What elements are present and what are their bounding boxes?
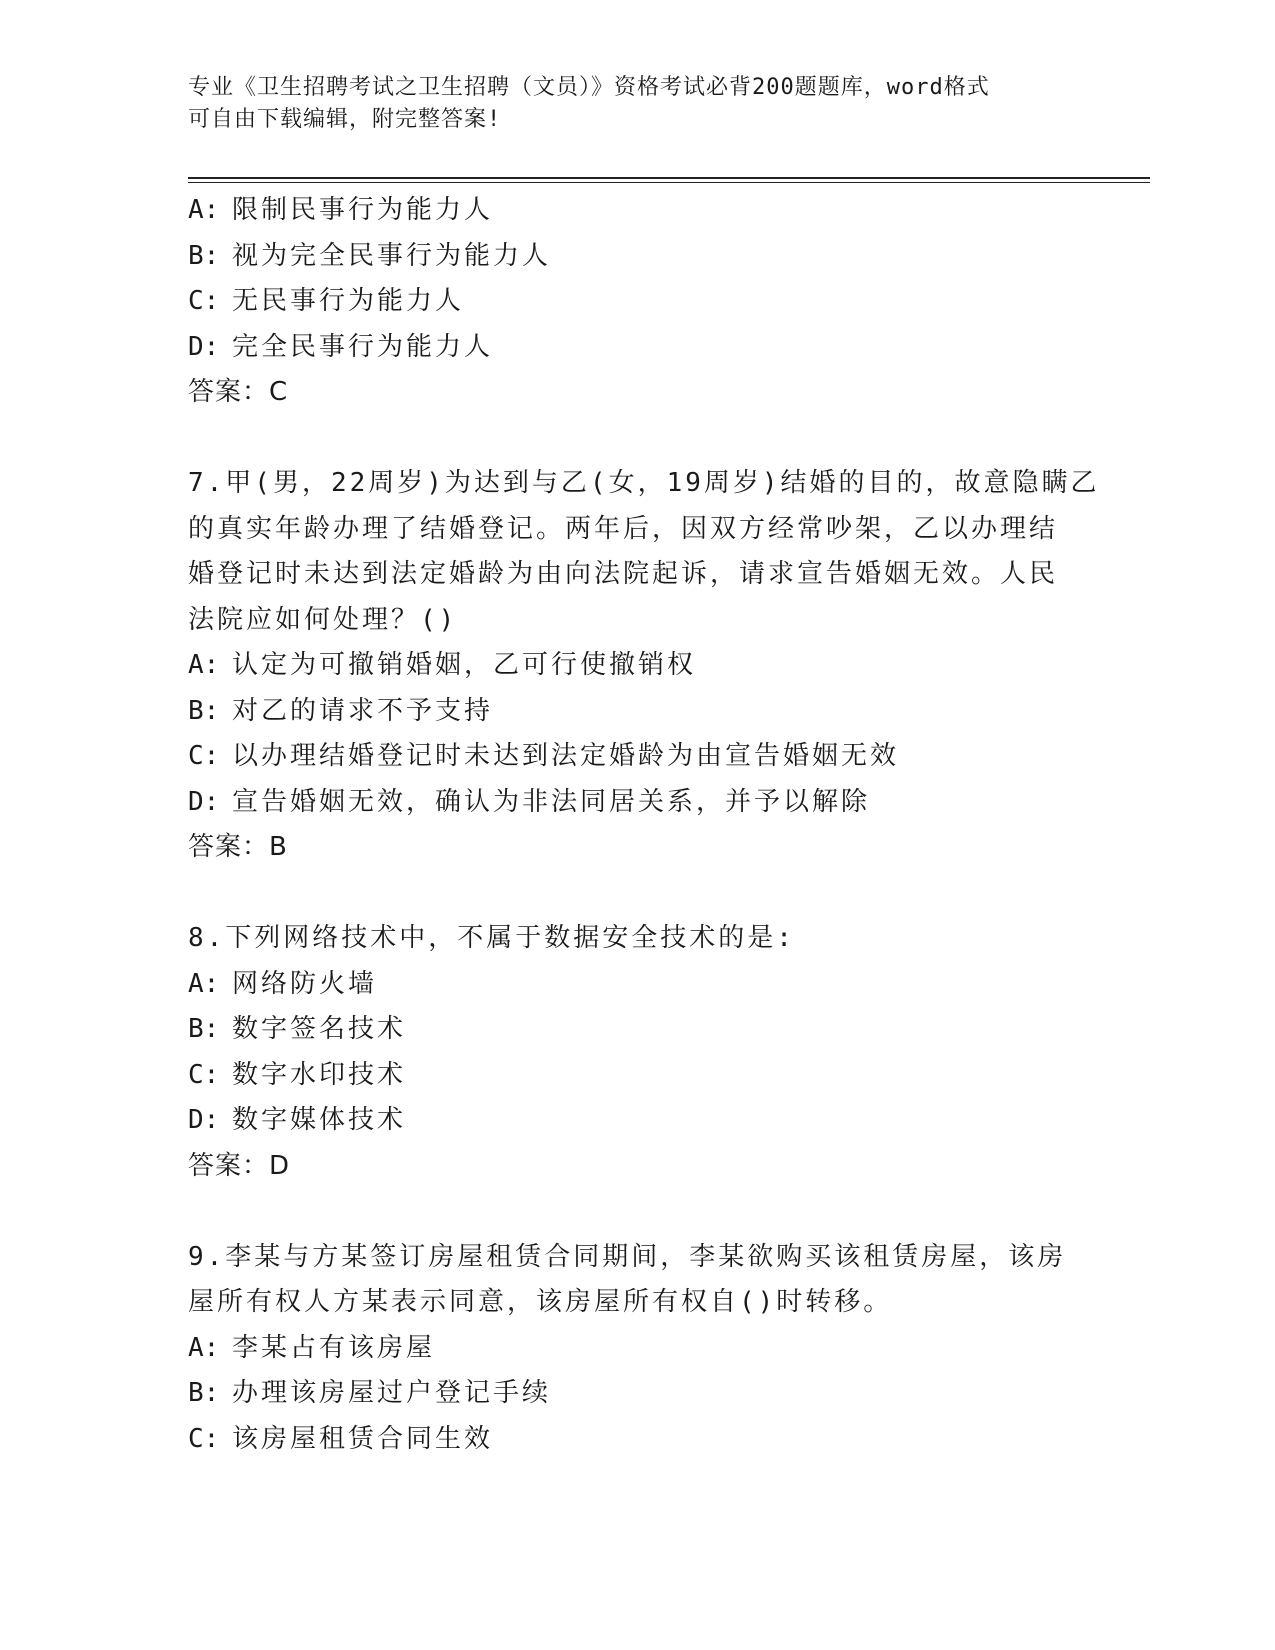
question-stem-line: 屋所有权人方某表示同意，该房屋所有权自()时转移。 — [188, 1287, 893, 1317]
question-stem-line: 的真实年龄办理了结婚登记。两年后，因双方经常吵架，乙以办理结 — [188, 513, 1059, 544]
option-b: B: 办理该房屋过户登记手续 — [188, 1378, 552, 1408]
option-d: D: 宣告婚姻无效，确认为非法同居关系，并予以解除 — [188, 786, 871, 817]
option-d: D: 数字媒体技术 — [188, 1105, 407, 1135]
option-d: D: 完全民事行为能力人 — [188, 331, 494, 362]
option-c: C: 以办理结婚登记时未达到法定婚龄为由宣告婚姻无效 — [188, 741, 900, 771]
question-content — [188, 188, 1100, 1462]
option-c: C: 数字水印技术 — [188, 1059, 407, 1090]
header-divider-thin — [188, 182, 1150, 183]
spacer — [188, 416, 1088, 462]
option-c: C: 无民事行为能力人 — [188, 286, 465, 316]
spacer — [188, 871, 1088, 917]
option-a: A: 李某占有该房屋 — [188, 1332, 436, 1363]
option-a: A: 认定为可撤销婚姻，乙可行使撤销权 — [188, 650, 697, 680]
page-header — [188, 72, 1068, 136]
question-block-prev — [188, 188, 1088, 416]
question-stem-line: 7.甲(男，22周岁)为达到与乙(女，19周岁)结婚的目的，故意隐瞒乙 — [188, 468, 1100, 498]
option-c: C: 该房屋租赁合同生效 — [188, 1423, 494, 1454]
answer-line: 答案：B — [188, 832, 288, 862]
header-line-2: 可自由下载编辑，附完整答案! — [188, 107, 502, 132]
question-block-9 — [188, 1235, 1088, 1463]
question-stem-line: 婚登记时未达到法定婚龄为由向法院起诉，请求宣告婚姻无效。人民 — [188, 559, 1059, 589]
question-stem-line: 法院应如何处理？() — [188, 604, 458, 635]
question-block-8 — [188, 916, 1088, 1189]
question-stem-line: 9.李某与方某签订房屋租赁合同期间，李某欲购买该租赁房屋，该房 — [188, 1241, 1067, 1272]
option-b: B: 数字签名技术 — [188, 1014, 407, 1044]
option-b: B: 视为完全民事行为能力人 — [188, 240, 552, 271]
question-block-7 — [188, 461, 1100, 871]
answer-line: 答案：C — [188, 377, 289, 407]
option-b: B: 对乙的请求不予支持 — [188, 695, 494, 726]
header-divider-thick — [188, 177, 1150, 179]
answer-line: 答案：D — [188, 1150, 291, 1181]
spacer — [188, 1189, 1088, 1235]
option-a: A: 限制民事行为能力人 — [188, 195, 494, 225]
header-line-1: 专业《卫生招聘考试之卫生招聘（文员）》资格考试必背200题题库，word格式 — [188, 75, 990, 100]
option-a: A: 网络防火墙 — [188, 968, 378, 999]
question-stem-line: 8.下列网络技术中，不属于数据安全技术的是: — [188, 923, 795, 953]
